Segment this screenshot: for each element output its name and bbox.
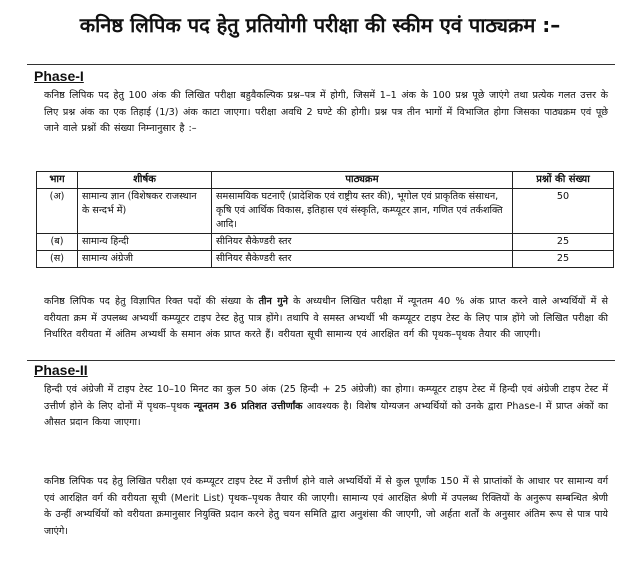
table-header-row [37, 172, 614, 189]
cell-shirshak: सामान्य ज्ञान (विशेषकर राजस्थान के सन्दर्भ में) [78, 189, 212, 234]
phase1-eligibility-text-a: कनिष्ठ लिपिक पद हेतु विज्ञापित रिक्त पदों की संख्या के [44, 296, 259, 307]
cell-bhag: (स) [37, 251, 78, 268]
phase2-merit-paragraph: कनिष्ठ लिपिक पद हेतु लिखित परीक्षा एवं कम्प्यूटर टाइप टेस्ट में उत्तीर्ण होने वाले अभ्यर्थियों में से कुल पूर्णांक 150 में से प्राप्तांकों के आधार पर सामान्य वर्ग एवं आरक्षित वर्ग की वरीयता सूची (Merit List) पृथक–पृथक तैयार की जाएगी। सामान्य एवं आरक्षित श्रेणी में उपलब्ध रिक्तियों के अनुरूप सम्बन्धित श्रेणी के उन्हीं अभ्यर्थियों को वरीयता क्रमानुसार नियुक्ति प्रदान करने हेतु चयन समिति द्वारा अनुशंसा की जाएगी, जो अर्हता शर्तों के अनुसार अंतिम रूप से पात्र पाये जाएंगे। [44, 476, 608, 537]
cell-sankhya: 25 [513, 234, 614, 251]
cell-pathyakram: सीनियर सैकेण्डरी स्तर [212, 251, 513, 268]
phase2-typing-bold: न्यूनतम 36 प्रतिशत उत्तीर्णांक [193, 400, 303, 412]
phase2-heading: Phase-II [34, 362, 88, 378]
header-shirshak: शीर्षक [78, 172, 212, 189]
phase1-eligibility-text-b: के अध्यधीन लिखित परीक्षा में न्यूनतम 40 % अंक प्राप्त करने वाले अभ्यर्थियों में से वरीयता क्रम में उपलब्ध अभ्यर्थी कम्प्यूटर टाइप टेस्ट हेतु पात्र होंगे। तथापि वे समस्त अभ्यर्थी भी कम्प्यूटर टाइप टेस्ट के लिए पात्र होंगे जो लिखित परीक्षा की निर्धारित वरीयता में अंतिम अभ्यर्थी के समान अंक प्राप्त करते हैं। वरीयता सूची सामान्य एवं आरक्षित वर्ग की पृथक–पृथक तैयार की जाएगी। [44, 296, 608, 340]
phase2-typing-paragraph [44, 382, 608, 432]
table-row [37, 251, 614, 268]
cell-pathyakram: समसामयिक घटनाएँ (प्रादेशिक एवं राष्ट्रीय स्तर की), भूगोल एवं प्राकृतिक संसाधन, कृषि एवं आर्थिक विकास, इतिहास एवं संस्कृति, कम्प्यूटर ज्ञान, गणित एवं तर्कशक्ति आदि। [212, 189, 513, 234]
table-row [37, 234, 614, 251]
cell-pathyakram: सीनियर सैकेण्डरी स्तर [212, 234, 513, 251]
page-title: कनिष्ठ लिपिक पद हेतु प्रतियोगी परीक्षा की स्कीम एवं पाठ्यक्रम :– [79, 13, 561, 37]
cell-bhag: (ब) [37, 234, 78, 251]
phase2-typing-text-b: आवश्यक है। विशेष योग्यजन अभ्यर्थियों को उनके द्वारा Phase-I में प्राप्त अंकों का औसत प्रदान किया जाएगा। [44, 400, 608, 428]
cell-sankhya: 50 [513, 189, 614, 234]
middle-divider [27, 360, 615, 361]
header-bhag: भाग [37, 172, 78, 189]
top-divider [27, 64, 615, 65]
phase1-heading: Phase-I [34, 68, 84, 84]
phase1-eligibility-bold: तीन गुने [258, 296, 288, 307]
cell-shirshak: सामान्य हिन्दी [78, 234, 212, 251]
cell-shirshak: सामान्य अंग्रेजी [78, 251, 212, 268]
phase2-typing-text-a: हिन्दी एवं अंग्रेजी में टाइप टेस्ट 10–10 मिनट का कुल 50 अंक (25 हिन्दी + 25 अंग्रेजी) का होगा। कम्प्यूटर टाइप टेस्ट में हिन्दी एवं अंग्रेजी टाइप टेस्ट में उत्तीर्ण होने के लिए दोनों में पृथक–पृथक [44, 384, 608, 412]
phase1-eligibility-paragraph [44, 294, 608, 344]
table-row [37, 189, 614, 234]
phase1-intro-paragraph: कनिष्ठ लिपिक पद हेतु 100 अंक की लिखित परीक्षा बहुवैकल्पिक प्रश्न–पत्र में होगी, जिसमें 1–1 अंक के 100 प्रश्न पूछे जाएंगे तथा प्रत्येक गलत उत्तर के लिए प्रश्न अंक का एक तिहाई (1/3) अंक काटा जाएगा। परीक्षा अवधि 2 घण्टे की होगी। प्रश्न पत्र तीन भागों में विभाजित होगा जिसका पाठ्यक्रम एवं पूछे जाने वाले प्रश्नों की संख्या निम्नानुसार है :– [44, 90, 608, 134]
syllabus-table [36, 171, 614, 268]
cell-sankhya: 25 [513, 251, 614, 268]
header-sankhya: प्रश्नों की संख्या [513, 172, 614, 189]
header-pathyakram: पाठ्यक्रम [212, 172, 513, 189]
cell-bhag: (अ) [37, 189, 78, 234]
